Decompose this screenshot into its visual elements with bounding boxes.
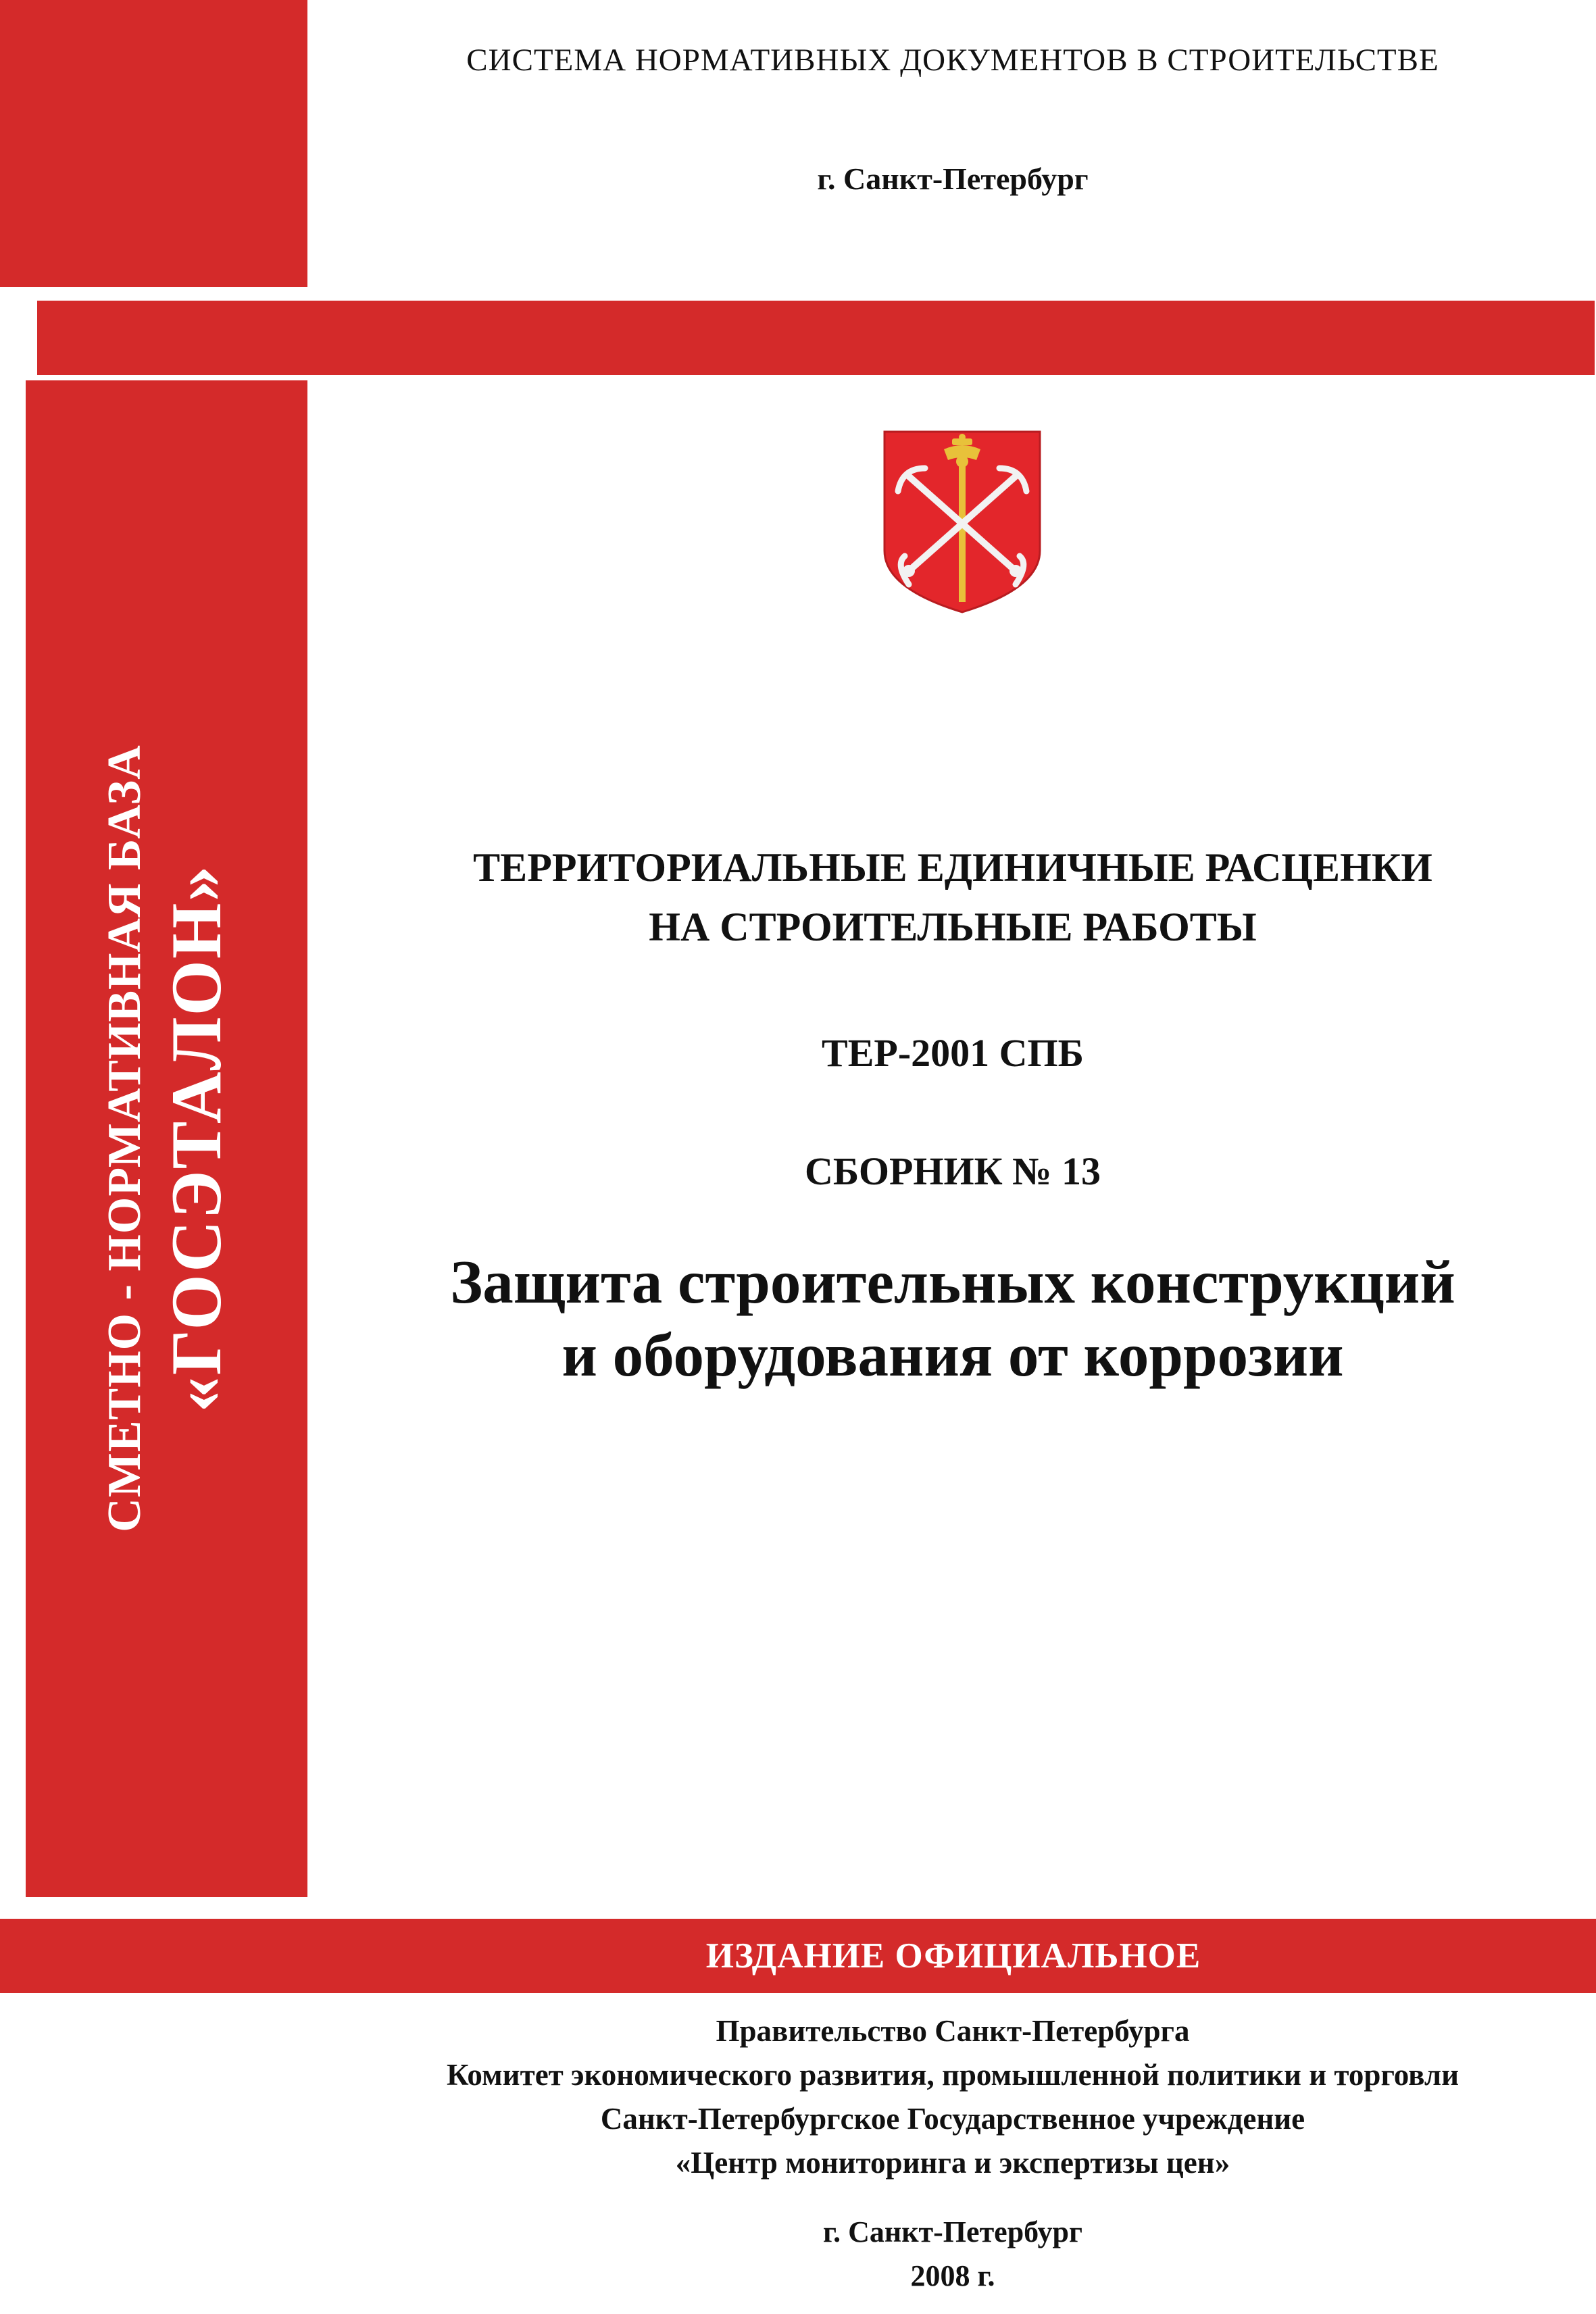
edition-label: ИЗДАНИЕ ОФИЦИАЛЬНОЕ — [705, 1936, 1201, 1976]
publisher-line-1: Правительство Санкт-Петербурга — [716, 2014, 1190, 2048]
saint-petersburg-coat-of-arms-icon — [882, 429, 1043, 615]
side-vertical-title — [95, 699, 238, 1578]
publisher-line-3: Санкт-Петербургское Государственное учреждение — [600, 2102, 1305, 2136]
subject-line-2: и оборудования от коррозии — [562, 1321, 1344, 1389]
header-city: г. Санкт-Петербург — [817, 161, 1089, 196]
collection-number: СБОРНИК № 13 — [805, 1149, 1101, 1193]
upper-red-band — [37, 301, 1595, 375]
system-title: СИСТЕМА НОРМАТИВНЫХ ДОКУМЕНТОВ В СТРОИТЕЛЬСТВЕ — [466, 43, 1439, 78]
side-title-line-2: «ГОСЭТАЛОН» — [157, 864, 236, 1413]
side-title-line-1: СМЕТНО - НОРМАТИВНАЯ БАЗА — [99, 745, 151, 1532]
footer-year: 2008 г. — [910, 2259, 995, 2292]
subject-line-1: Защита строительных конструкций — [450, 1248, 1455, 1316]
top-left-red-strip — [0, 0, 307, 287]
document-code: ТЕР-2001 СПБ — [822, 1031, 1084, 1075]
publisher-line-2: Комитет экономического развития, промышленной политики и торговли — [446, 2058, 1460, 2092]
footer-city: г. Санкт-Петербург — [823, 2215, 1082, 2248]
publisher-line-4: «Центр мониторинга и экспертизы цен» — [675, 2146, 1230, 2180]
main-title-line-1: ТЕРРИТОРИАЛЬНЫЕ ЕДИНИЧНЫЕ РАСЦЕНКИ — [473, 845, 1432, 890]
main-title-line-2: НА СТРОИТЕЛЬНЫЕ РАБОТЫ — [649, 905, 1257, 949]
edition-band — [0, 1919, 1596, 1993]
